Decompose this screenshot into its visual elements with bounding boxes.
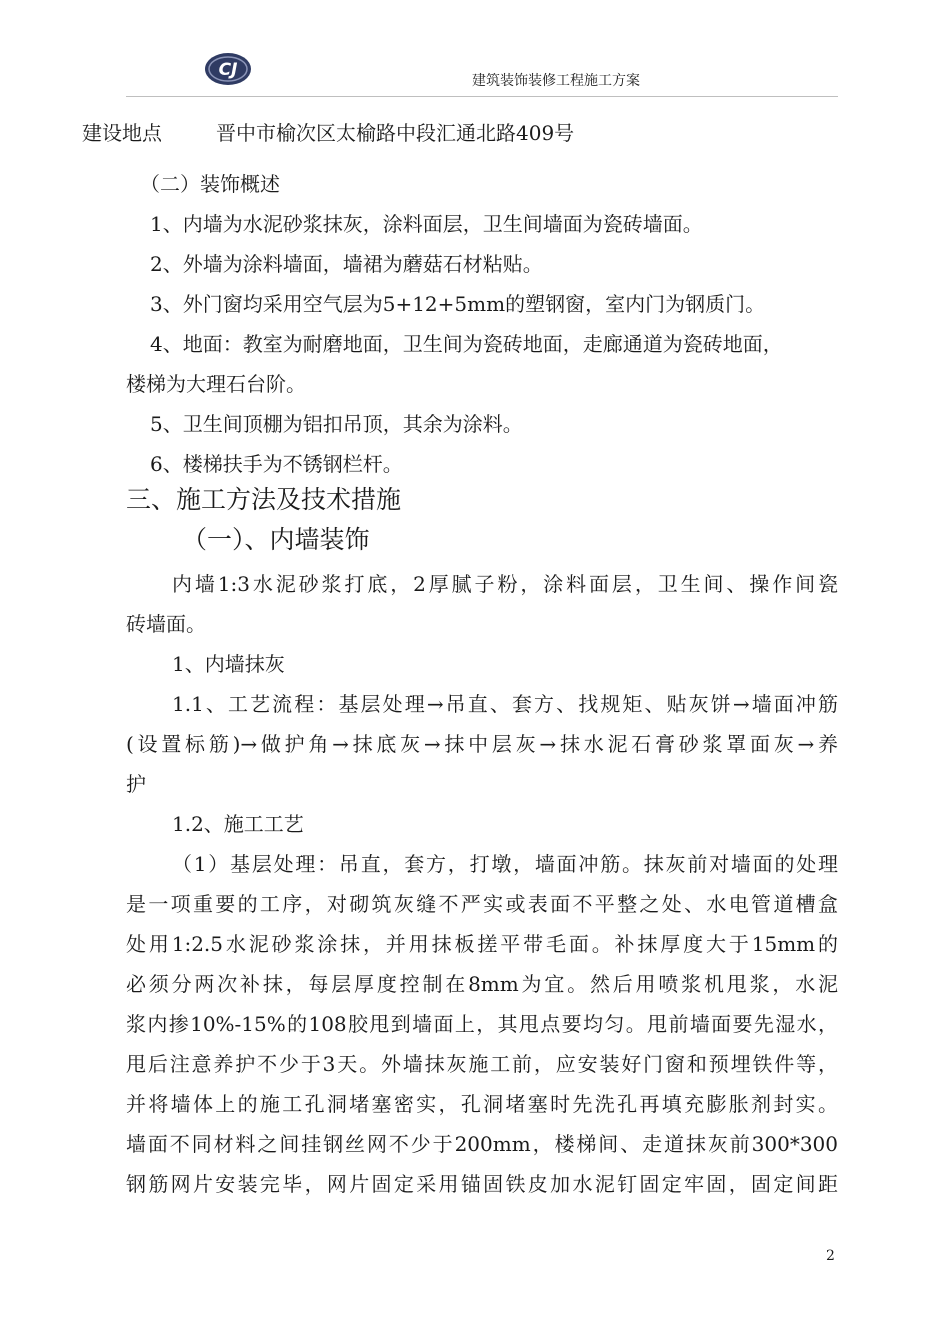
overview-item-4-cont: 楼梯为大理石台阶。 [126,372,306,396]
overview-item-4: 4、地面：教室为耐磨地面，卫生间为瓷砖地面，走廊通道为瓷砖地面， [150,332,783,356]
body-line-4: 必须分两次补抹，每层厚度控制在8mm为宜。然后用喷浆机甩浆，水泥 [126,972,838,996]
body-line-8: 墙面不同材料之间挂钢丝网不少于200mm，楼梯间、走道抹灰前300*300 [126,1132,838,1156]
location-label: 建设地点 [82,121,162,145]
body-line-2: 是一项重要的工序，对砌筑灰缝不严实或表面不平整之处、水电管道槽盒 [126,892,838,916]
location-value: 晋中市榆次区太榆路中段汇通北路409号 [216,121,575,145]
logo-text: CJ [218,60,238,80]
page-number: 2 [826,1248,835,1264]
intro-line-2: 砖墙面。 [126,612,206,636]
item-1-heading: 1、内墙抹灰 [172,652,285,676]
craft-heading: 1.2、施工工艺 [172,812,304,836]
overview-item-3: 3、外门窗均采用空气层为5+12+5mm的塑钢窗，室内门为钢质门。 [150,292,766,316]
body-line-3: 处用1:2.5水泥砂浆涂抹，并用抹板搓平带毛面。补抹厚度大于15mm的 [126,932,838,956]
process-line-3: 护 [126,772,146,796]
overview-item-2: 2、外墙为涂料墙面，墙裙为蘑菇石材粘贴。 [150,252,543,276]
subsection-heading: （一）、内墙装饰 [182,525,370,554]
section-heading: 三、施工方法及技术措施 [126,485,402,514]
company-logo [204,52,252,86]
process-line-1: 1.1、工艺流程：基层处理→吊直、套方、找规矩、贴灰饼→墙面冲筋 [172,692,838,716]
process-line-2: (设置标筋)→做护角→抹底灰→抹中层灰→抹水泥石膏砂浆罩面灰→养 [126,732,838,756]
overview-item-5: 5、卫生间顶棚为铝扣吊顶，其余为涂料。 [150,412,523,436]
body-line-6: 甩后注意养护不少于3天。外墙抹灰施工前，应安装好门窗和预埋铁件等， [126,1052,838,1076]
body-line-7: 并将墙体上的施工孔洞堵塞密实，孔洞堵塞时先洗孔再填充膨胀剂封实。 [126,1092,838,1116]
header-title: 建筑装饰装修工程施工方案 [472,73,640,89]
body-line-5: 浆内掺10%-15%的108胶甩到墙面上，其甩点要均匀。甩前墙面要先湿水， [126,1012,838,1036]
body-line-1: （1）基层处理：吊直，套方，打墩，墙面冲筋。抹灰前对墙面的处理 [172,852,838,876]
intro-line-1: 内墙1:3水泥砂浆打底，2厚腻子粉，涂料面层，卫生间、操作间瓷 [172,572,838,596]
overview-item-1: 1、内墙为水泥砂浆抹灰，涂料面层，卫生间墙面为瓷砖墙面。 [150,212,703,236]
header-divider [126,96,838,97]
overview-item-6: 6、楼梯扶手为不锈钢栏杆。 [150,452,403,476]
body-line-9: 钢筋网片安装完毕，网片固定采用锚固铁皮加水泥钉固定牢固，固定间距 [126,1172,838,1196]
overview-heading: （二）装饰概述 [140,172,280,196]
